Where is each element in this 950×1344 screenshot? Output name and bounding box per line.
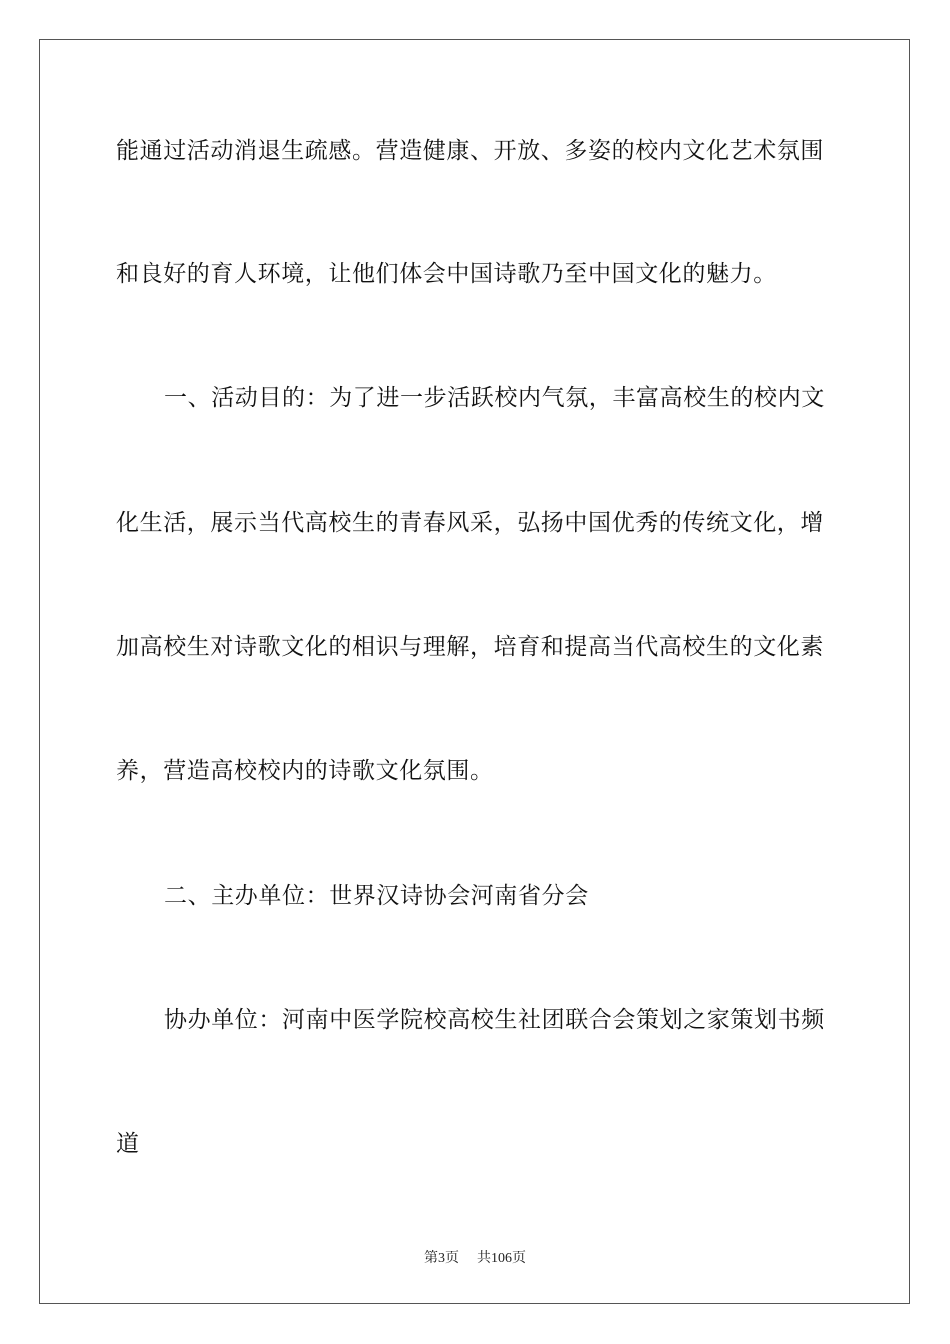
paragraph-co-organizer: 协办单位：河南中医学院校高校生社团联合会策划之家策划书频 <box>164 1007 825 1033</box>
text-line: 养，营造高校校内的诗歌文化氛围。 <box>116 758 494 784</box>
text-line: 加高校生对诗歌文化的相识与理解，培育和提高当代高校生的文化素 <box>116 634 824 660</box>
page-border <box>39 39 910 1304</box>
text-line: 能通过活动消退生疏感。营造健康、开放、多姿的校内文化艺术氛围 <box>116 138 824 164</box>
text-line: 道 <box>116 1131 140 1157</box>
text-line: 化生活，展示当代高校生的青春风采，弘扬中国优秀的传统文化，增 <box>116 510 824 536</box>
paragraph-heading-organizer: 二、主办单位：世界汉诗协会河南省分会 <box>164 883 589 909</box>
paragraph-heading-purpose: 一、活动目的：为了进一步活跃校内气氛，丰富高校生的校内文 <box>164 385 825 411</box>
page-total: 共106页 <box>477 1251 526 1266</box>
page-footer <box>0 1247 950 1267</box>
text-line: 和良好的育人环境，让他们体会中国诗歌乃至中国文化的魅力。 <box>116 261 777 287</box>
page-number: 第3页 <box>424 1251 459 1266</box>
